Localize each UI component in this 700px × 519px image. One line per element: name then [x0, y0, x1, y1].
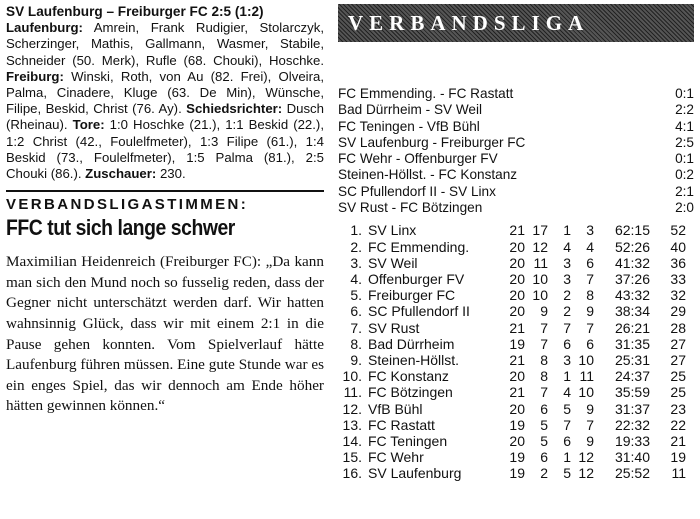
table-goals: 26:21 [614, 319, 650, 336]
result-row [338, 151, 694, 167]
table-row [338, 401, 694, 417]
table-drawn: 6 [563, 335, 571, 352]
table-lost: 7 [586, 270, 594, 287]
table-goals: 62:15 [614, 222, 650, 239]
result-score: 2:5 [675, 134, 694, 150]
league-banner-title: VERBANDSLIGA [348, 10, 590, 35]
table-drawn: 5 [563, 465, 571, 482]
table-points: 29 [670, 303, 686, 320]
table-goals: 31:37 [614, 400, 650, 417]
table-points: 28 [670, 319, 686, 336]
table-rank: 16. [342, 465, 362, 482]
table-goals: 31:40 [614, 449, 650, 466]
table-team: FC Konstanz [368, 368, 449, 385]
table-team: SC Pfullendorf II [368, 303, 470, 320]
table-drawn: 1 [563, 368, 571, 385]
table-lost: 6 [586, 335, 594, 352]
result-row [338, 119, 694, 135]
table-rank: 6. [350, 303, 362, 320]
result-row [338, 86, 694, 102]
table-rank: 7. [350, 319, 362, 336]
table-games: 20 [509, 368, 525, 385]
table-won: 8 [540, 368, 548, 385]
table-won: 9 [540, 303, 548, 320]
laufenburg-label: Laufenburg: [6, 20, 83, 36]
table-drawn: 5 [563, 400, 571, 417]
table-row [338, 352, 694, 368]
table-goals: 25:31 [614, 352, 650, 368]
table-lost: 7 [586, 416, 594, 433]
result-score: 2:1 [675, 183, 694, 199]
article-kicker: VERBANDSLIGASTIMMEN: [6, 196, 249, 214]
table-team: FC Teningen [368, 433, 448, 450]
result-score: 0:1 [675, 86, 694, 101]
right-column [338, 4, 694, 482]
table-lost: 6 [586, 254, 594, 271]
table-team: SV Rust [368, 319, 420, 336]
table-lost: 7 [586, 319, 594, 336]
table-drawn: 4 [563, 238, 571, 255]
table-won: 11 [533, 254, 548, 271]
table-rank: 10. [342, 368, 362, 385]
table-team: SV Weil [368, 254, 418, 271]
table-row [338, 255, 694, 271]
table-team: SV Linx [368, 222, 417, 239]
table-row [338, 417, 694, 433]
table-won: 17 [532, 222, 548, 239]
table-points: 23 [670, 400, 686, 417]
table-row [338, 271, 694, 287]
result-row [338, 167, 694, 183]
table-games: 21 [509, 384, 525, 401]
table-lost: 9 [586, 303, 594, 320]
result-match: Steinen-Höllst. - FC Konstanz [338, 167, 518, 183]
table-team: FC Bötzingen [368, 384, 453, 401]
table-drawn: 1 [563, 449, 571, 466]
table-lost: 9 [586, 433, 594, 450]
table-rank: 15. [342, 449, 362, 466]
table-lost: 12 [578, 465, 594, 482]
table-drawn: 7 [563, 416, 571, 433]
table-points: 52 [670, 222, 686, 239]
table-team: FC Rastatt [368, 416, 435, 433]
table-row [338, 320, 694, 336]
table-points: 21 [670, 433, 686, 450]
table-drawn: 7 [563, 319, 571, 336]
table-drawn: 4 [563, 384, 571, 401]
table-games: 20 [509, 270, 525, 287]
table-lost: 9 [586, 400, 594, 417]
table-row [338, 222, 694, 238]
table-games: 19 [509, 416, 525, 433]
table-team: Offenburger FV [368, 270, 465, 287]
table-lost: 12 [578, 449, 594, 466]
table-drawn: 3 [563, 254, 571, 271]
table-points: 11 [671, 465, 686, 482]
result-score: 0:2 [675, 167, 694, 183]
table-drawn: 3 [563, 270, 571, 287]
result-row [338, 184, 694, 200]
freiburg-label: Freiburg: [6, 68, 64, 84]
table-rank: 11. [343, 384, 362, 401]
goals-label: Tore: [72, 117, 105, 133]
results-list [338, 86, 694, 216]
table-won: 6 [540, 449, 548, 466]
table-won: 6 [540, 400, 548, 417]
table-points: 22 [670, 416, 686, 433]
table-team: VfB Bühl [368, 400, 423, 417]
table-rank: 8. [350, 335, 362, 352]
table-goals: 22:32 [614, 416, 650, 433]
table-team: FC Emmending. [368, 238, 470, 255]
spectators: 230. [159, 166, 186, 182]
table-rank: 3. [350, 254, 362, 271]
table-row [338, 384, 694, 400]
table-rank: 9. [350, 352, 362, 368]
left-column [6, 4, 324, 417]
result-match: FC Wehr - Offenburger FV [338, 151, 498, 167]
table-games: 19 [509, 449, 525, 466]
table-games: 20 [509, 400, 525, 417]
table-drawn: 2 [563, 303, 571, 320]
table-lost: 10 [578, 384, 594, 401]
result-match: SV Rust - FC Bötzingen [338, 200, 483, 216]
table-won: 8 [540, 352, 548, 368]
table-rank: 14. [342, 433, 362, 450]
table-games: 19 [509, 335, 525, 352]
table-lost: 10 [578, 352, 594, 368]
table-goals: 19:33 [614, 433, 650, 450]
section-divider [6, 190, 324, 192]
table-team: Freiburger FC [368, 287, 456, 304]
goals: 1:0 Hoschke (21.), 1:1 Beskid (22.), 1:2 Christ (42., Foulelfmeter), 1:3 Filipe (61.), 1:4 Beskid (73., Foulelfmeter), 1:5 Palma (81.), 2:5 Chouki (86.). [6, 117, 324, 182]
table-goals: 43:32 [614, 287, 650, 304]
result-match: FC Emmending. - FC Rastatt [338, 86, 514, 101]
table-games: 20 [509, 254, 525, 271]
table-goals: 37:26 [614, 270, 650, 287]
result-match: FC Teningen - VfB Bühl [338, 118, 480, 134]
match-report [6, 4, 324, 182]
table-won: 7 [540, 319, 548, 336]
table-row [338, 303, 694, 319]
table-won: 2 [540, 465, 548, 482]
result-match: Bad Dürrheim - SV Weil [338, 102, 483, 118]
table-goals: 24:37 [614, 368, 650, 385]
table-team: Steinen-Höllst. [368, 352, 460, 368]
table-games: 20 [509, 287, 525, 304]
table-games: 19 [509, 465, 525, 482]
table-rank: 4. [350, 270, 362, 287]
result-row [338, 102, 694, 118]
table-won: 12 [532, 238, 548, 255]
standings-table [338, 222, 694, 481]
referee: Dusch (Rheinau). [6, 101, 324, 133]
table-drawn: 3 [563, 352, 571, 368]
table-games: 20 [509, 303, 525, 320]
table-goals: 52:26 [614, 238, 650, 255]
table-rank: 5. [350, 287, 362, 304]
table-row [338, 239, 694, 255]
table-games: 20 [509, 238, 525, 255]
table-won: 10 [532, 270, 548, 287]
table-points: 19 [670, 449, 686, 466]
result-row [338, 135, 694, 151]
table-lost: 3 [586, 222, 594, 239]
table-drawn: 6 [563, 433, 571, 450]
result-match: SV Laufenburg - Freiburger FC [338, 134, 526, 150]
match-headline: SV Laufenburg – Freiburger FC 2:5 (1:2) [6, 4, 264, 19]
article-headline: FFC tut sich lange schwer [6, 215, 235, 241]
table-rank: 12. [342, 400, 362, 417]
table-points: 40 [670, 238, 686, 255]
table-rank: 13. [342, 416, 362, 433]
table-goals: 38:34 [614, 303, 650, 320]
table-won: 10 [532, 287, 548, 304]
table-team: SV Laufenburg [368, 465, 462, 482]
table-points: 27 [670, 335, 686, 352]
article-quote: Maximilian Heidenreich (Freiburger FC): „Da kann man sich den Mund noch so fusselig reden, dass der Gegner nicht unterschätzt werden darf. Wir hatten wahnsinnig Glück, dass wir mit einem 2:1 in die Pause gehen konnten. Vom Spielverlauf hätte Laufenburg führen müssen. Eine gute Stunde war es ein enges Spiel, das wir dennoch am Ende höher hätten gewinnen können.“ [6, 253, 324, 415]
result-match: SC Pfullendorf II - SV Linx [338, 183, 496, 199]
table-goals: 31:35 [614, 335, 650, 352]
table-points: 25 [670, 368, 686, 385]
table-games: 21 [509, 319, 525, 336]
table-drawn: 2 [563, 287, 571, 304]
table-won: 5 [540, 416, 548, 433]
result-score: 2:0 [675, 200, 694, 216]
table-games: 20 [509, 433, 525, 450]
table-games: 21 [509, 222, 525, 239]
table-team: FC Wehr [368, 449, 424, 466]
table-goals: 35:59 [614, 384, 650, 401]
match-details [6, 20, 324, 182]
table-row [338, 465, 694, 481]
table-rank: 2. [350, 238, 362, 255]
table-won: 7 [540, 384, 548, 401]
table-games: 21 [509, 352, 525, 368]
table-row [338, 433, 694, 449]
league-banner [338, 4, 694, 42]
table-goals: 41:32 [614, 254, 650, 271]
result-row [338, 200, 694, 216]
table-points: 36 [670, 254, 686, 271]
table-rank: 1. [350, 222, 362, 239]
spectators-label: Zuschauer: [85, 166, 157, 182]
table-points: 27 [670, 352, 686, 368]
table-row [338, 287, 694, 303]
table-row [338, 336, 694, 352]
table-points: 25 [670, 384, 686, 401]
table-lost: 11 [579, 368, 594, 385]
referee-label: Schiedsrichter: [186, 101, 283, 117]
table-drawn: 1 [563, 222, 571, 239]
freiburg-lineup: Winski, Roth, von Au (82. Frei), Olveira, Palma, Cinadere, Kluge (63. De Min), Wünsche, Filipe, Beskid, Christ (76. Ay). [6, 68, 324, 117]
table-row [338, 449, 694, 465]
table-lost: 4 [586, 238, 594, 255]
table-lost: 8 [586, 287, 594, 304]
table-team: Bad Dürrheim [368, 335, 455, 352]
table-points: 33 [670, 270, 686, 287]
laufenburg-lineup: Amrein, Frank Rudigier, Stolarczyk, Scherzinger, Mathis, Gallmann, Wasmer, Stabile, Schneider (50. Merk), Rufle (68. Chouki), Hoschke. [6, 20, 324, 68]
result-score: 4:1 [675, 118, 694, 134]
table-won: 7 [540, 335, 548, 352]
table-points: 32 [670, 287, 686, 304]
result-score: 0:1 [675, 151, 694, 167]
table-goals: 25:52 [614, 465, 650, 482]
result-score: 2:2 [675, 102, 694, 118]
table-row [338, 368, 694, 384]
table-won: 5 [540, 433, 548, 450]
